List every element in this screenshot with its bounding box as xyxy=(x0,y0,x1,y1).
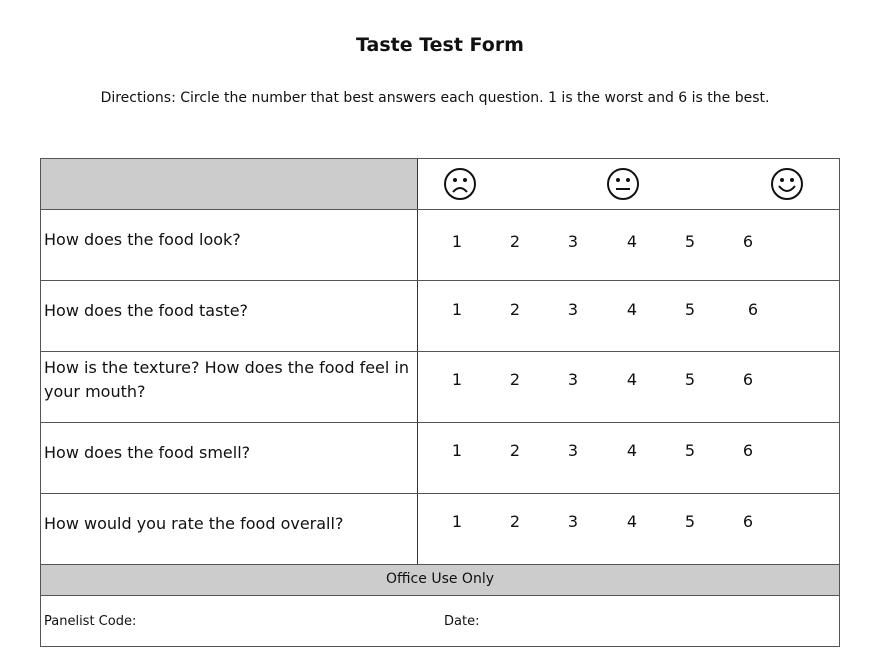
rating-option-2[interactable]: 2 xyxy=(509,232,521,251)
question-row-look xyxy=(41,209,839,280)
rating-option-3[interactable]: 3 xyxy=(567,370,579,389)
frowning-face-icon xyxy=(443,167,477,201)
smiling-face-icon xyxy=(770,167,804,201)
rating-option-6[interactable]: 6 xyxy=(742,512,754,531)
directions-text: Directions: Circle the number that best answers each question. 1 is the worst and 6 is the best. xyxy=(100,90,770,106)
rating-option-1[interactable]: 1 xyxy=(451,370,463,389)
rating-option-2[interactable]: 2 xyxy=(509,370,521,389)
office-use-fields xyxy=(41,595,839,646)
rating-option-2[interactable]: 2 xyxy=(509,300,521,319)
rating-option-1[interactable]: 1 xyxy=(451,441,463,460)
question-text: How does the food smell? xyxy=(41,423,418,493)
rating-option-1[interactable]: 1 xyxy=(451,300,463,319)
rating-option-6[interactable]: 6 xyxy=(742,441,754,460)
panelist-code-label: Panelist Code: xyxy=(44,614,137,629)
office-use-header: Office Use Only xyxy=(41,564,839,595)
rating-table xyxy=(40,158,840,647)
question-row-texture xyxy=(41,351,839,422)
question-text: How does the food taste? xyxy=(41,281,418,351)
scale-faces xyxy=(418,159,839,209)
rating-option-3[interactable]: 3 xyxy=(567,300,579,319)
rating-option-2[interactable]: 2 xyxy=(509,512,521,531)
rating-option-4[interactable]: 4 xyxy=(626,232,638,251)
question-row-smell xyxy=(41,422,839,493)
rating-option-3[interactable]: 3 xyxy=(567,232,579,251)
rating-option-4[interactable]: 4 xyxy=(626,441,638,460)
rating-option-5[interactable]: 5 xyxy=(684,370,696,389)
rating-option-6[interactable]: 6 xyxy=(742,370,754,389)
rating-option-5[interactable]: 5 xyxy=(684,232,696,251)
rating-option-2[interactable]: 2 xyxy=(509,441,521,460)
rating-option-6[interactable]: 6 xyxy=(747,300,759,319)
rating-option-5[interactable]: 5 xyxy=(684,441,696,460)
rating-option-6[interactable]: 6 xyxy=(742,232,754,251)
rating-option-4[interactable]: 4 xyxy=(626,370,638,389)
rating-option-3[interactable]: 3 xyxy=(567,441,579,460)
question-text: How does the food look? xyxy=(41,210,418,280)
rating-option-5[interactable]: 5 xyxy=(684,300,696,319)
question-text: How is the texture? How does the food feel in your mouth? xyxy=(41,352,418,422)
rating-option-4[interactable]: 4 xyxy=(626,512,638,531)
rating-option-5[interactable]: 5 xyxy=(684,512,696,531)
neutral-face-icon xyxy=(606,167,640,201)
rating-option-1[interactable]: 1 xyxy=(451,512,463,531)
question-text: How would you rate the food overall? xyxy=(41,494,418,564)
question-row-taste xyxy=(41,280,839,351)
date-label: Date: xyxy=(444,614,480,629)
scale-header-row xyxy=(41,159,839,209)
rating-option-4[interactable]: 4 xyxy=(626,300,638,319)
header-blank-cell xyxy=(41,159,418,209)
rating-option-3[interactable]: 3 xyxy=(567,512,579,531)
form-title: Taste Test Form xyxy=(356,34,524,56)
question-row-overall xyxy=(41,493,839,564)
rating-option-1[interactable]: 1 xyxy=(451,232,463,251)
